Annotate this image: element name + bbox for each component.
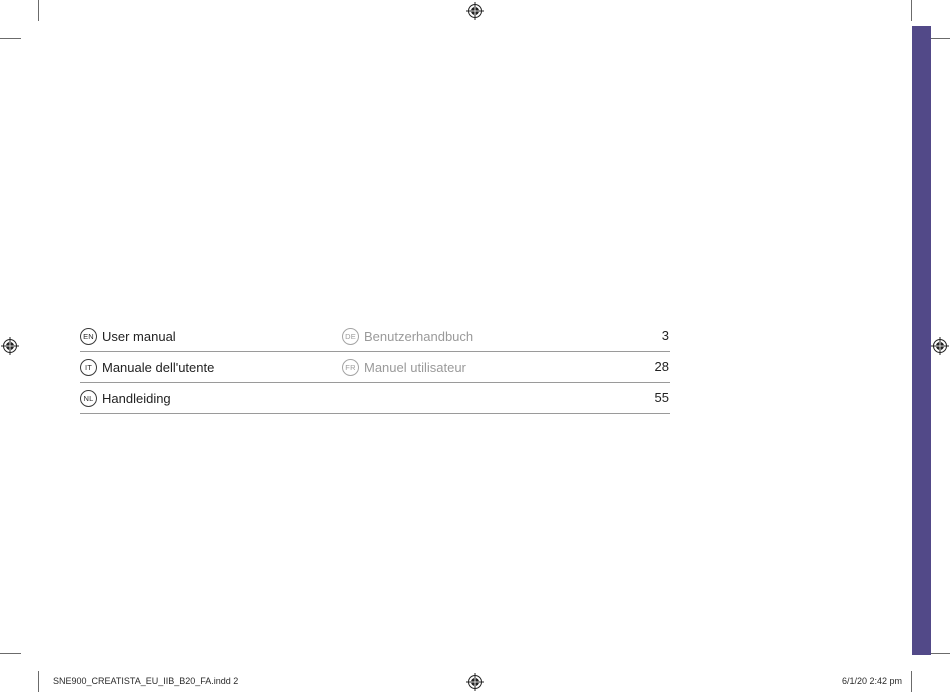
page-number: 3: [661, 328, 669, 343]
side-tab: [912, 26, 931, 655]
toc-entry-label: Benutzerhandbuch: [364, 328, 474, 344]
toc-row: [80, 322, 670, 352]
language-badge-fr: FR: [342, 359, 359, 376]
toc-entry-label: Manuale dell'utente: [102, 359, 215, 375]
toc-entry-de[interactable]: [342, 325, 473, 347]
page-number: 55: [654, 390, 669, 405]
footer-file-info: SNE900_CREATISTA_EU_IIB_B20_FA.indd 2: [53, 676, 239, 686]
crop-mark: [929, 38, 950, 39]
crop-mark: [929, 653, 950, 654]
toc-entry-nl[interactable]: [80, 387, 171, 409]
table-of-contents: [80, 322, 670, 415]
crop-mark: [911, 0, 912, 21]
language-badge-en: EN: [80, 328, 97, 345]
crop-mark: [38, 671, 39, 692]
crop-mark: [38, 0, 39, 21]
registration-mark-icon: [466, 2, 484, 20]
footer-date-time: 6/1/20 2:42 pm: [842, 676, 903, 686]
toc-entry-label: Handleiding: [102, 390, 171, 406]
crop-mark: [0, 38, 21, 39]
toc-row: [80, 384, 670, 414]
toc-entry-fr[interactable]: [342, 356, 466, 378]
toc-entry-label: Manuel utilisateur: [364, 359, 466, 375]
registration-mark-icon: [931, 337, 949, 355]
page-number: 28: [654, 359, 669, 374]
toc-entry-label: User manual: [102, 328, 176, 344]
language-badge-it: IT: [80, 359, 97, 376]
crop-mark: [911, 671, 912, 692]
toc-entry-it[interactable]: [80, 356, 214, 378]
language-badge-nl: NL: [80, 390, 97, 407]
registration-mark-icon: [466, 673, 484, 691]
toc-row: [80, 353, 670, 383]
registration-mark-icon: [1, 337, 19, 355]
crop-mark: [0, 653, 21, 654]
toc-entry-en[interactable]: [80, 325, 176, 347]
language-badge-de: DE: [342, 328, 359, 345]
